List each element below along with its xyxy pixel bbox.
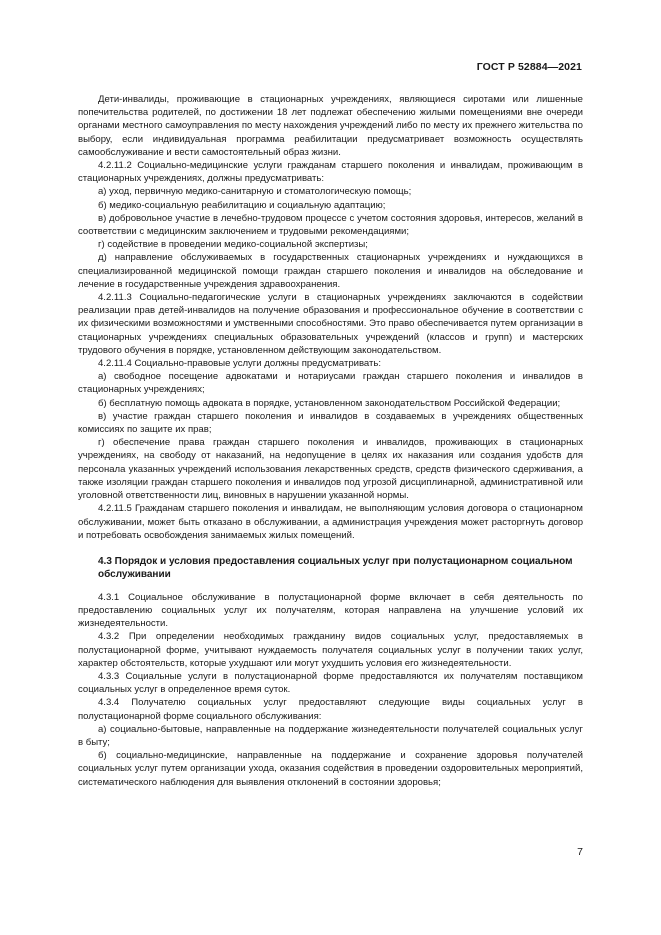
page-number: 7 bbox=[577, 846, 583, 858]
list-item: а) уход, первичную медико-санитарную и стоматологическую помощь; bbox=[98, 186, 412, 198]
paragraph: Дети-инвалиды, проживающие в стационарных учреждениях, являющиеся сиротами или лишенные попечительства родителей, по достижении 18 лет подлежат обеспечению жилыми помещениями вне очереди органами местного самоуправления по месту нахождения учреждений либо по месту их прежнего жительства по выбору, если индивидуальная программа реабилитации предусматривает возможность осуществлять самообслуживание и вести самостоятельный образ жизни. bbox=[78, 94, 583, 158]
list-item: б) бесплатную помощь адвоката в порядке, установленном законодательством Российской Федерации; bbox=[98, 397, 561, 409]
document-body bbox=[78, 93, 583, 789]
list-item: г) обеспечение права граждан старшего поколения и инвалидов, проживающих в стационарных учреждениях, на свободу от наказаний, на недопущение в целях их наказания или создания удобств для персонала указанных учреждений использования лекарственных средств, средств физического сдерживания, а также изоляции граждан старшего поколения и инвалидов под угрозой дисциплинарной, административной или уголовной ответственности лиц, виновных в нарушении указанной нормы. bbox=[78, 437, 583, 502]
list-item: а) свободное посещение адвокатами и нотариусами граждан старшего поколения и инвалидов в стационарных учреждениях; bbox=[78, 371, 583, 396]
paragraph: 4.2.11.2 Социально-медицинские услуги гражданам старшего поколения и инвалидам, проживающим в стационарных учреждениях, должны предусматривать: bbox=[78, 160, 583, 185]
section-heading: 4.3 Порядок и условия предоставления социальных услуг при полустационарном социальном обслуживании bbox=[98, 555, 573, 581]
list-item: б) социально-медицинские, направленные на поддержание и сохранение здоровья получателей социальных услуг путем организации ухода, оказания содействия в проведении оздоровительных мероприятий, систематического наблюдения для выявления отклонений в состоянии здоровья; bbox=[78, 750, 583, 788]
paragraph: 4.3.3 Социальные услуги в полустационарной форме предоставляются их получателям поставщиком социальных услуг в определенное время суток. bbox=[78, 670, 583, 696]
paragraph: 4.2.11.5 Гражданам старшего поколения и инвалидам, не выполняющим условия договора о стационарном обслуживании, может быть отказано в обслуживании, а администрация учреждения может расторгнуть договор и потребовать освобождения занимаемых жилых помещений. bbox=[78, 503, 583, 541]
list-item: б) медико-социальную реабилитацию и социальную адаптацию; bbox=[98, 199, 386, 211]
list-item: в) добровольное участие в лечебно-трудовом процессе с учетом состояния здоровья, интересов, желаний в соответствии с медицинским заключением и трудовыми рекомендациями; bbox=[78, 212, 583, 238]
list-item: в) участие граждан старшего поколения и инвалидов в создаваемых в учреждениях общественных комиссиях по защите их прав; bbox=[78, 410, 583, 436]
paragraph: 4.3.1 Социальное обслуживание в полустационарной форме включает в себя деятельность по предоставлению социальных услуг их получателям, которая направлена на улучшение условий их жизнедеятельности. bbox=[78, 591, 583, 630]
paragraph: 4.3.2 При определении необходимых гражданину видов социальных услуг, предоставляемых в полустационарной форме, учитывают нуждаемость получателя социальных услуг в получении таких услуг, характер обстоятельств, которые ухудшают или могут ухудшить условия его жизнедеятельности. bbox=[78, 631, 583, 669]
standard-number: ГОСТ Р 52884—2021 bbox=[476, 61, 582, 73]
list-item: г) содействие в проведении медико-социальной экспертизы; bbox=[98, 239, 368, 251]
paragraph: 4.2.11.4 Социально-правовые услуги должны предусматривать: bbox=[98, 358, 382, 370]
paragraph: 4.3.4 Получателю социальных услуг предоставляют следующие виды социальных услуг в полустационарной форме социального обслуживания: bbox=[78, 697, 583, 722]
list-item: д) направление обслуживаемых в государственных стационарных учреждениях и нуждающихся в специализированной медицинской помощи граждан старшего поколения и инвалидов на обследование и лечение в государственные учреждения здравоохранения. bbox=[78, 252, 583, 290]
list-item: а) социально-бытовые, направленные на поддержание жизнедеятельности получателей социальных услуг в быту; bbox=[78, 723, 583, 748]
paragraph: 4.2.11.3 Социально-педагогические услуги в стационарных учреждениях заключаются в содействии реализации прав детей-инвалидов на получение образования и профессиональное обучение в соответствии с их физическими возможностями и умственными способностями. Это право обеспечивается путем организации в стационарных учреждениях специальных образовательных учреждений (классов и групп) и мастерских трудового обучения в порядке, установленном действующим законодательством. bbox=[78, 292, 583, 356]
